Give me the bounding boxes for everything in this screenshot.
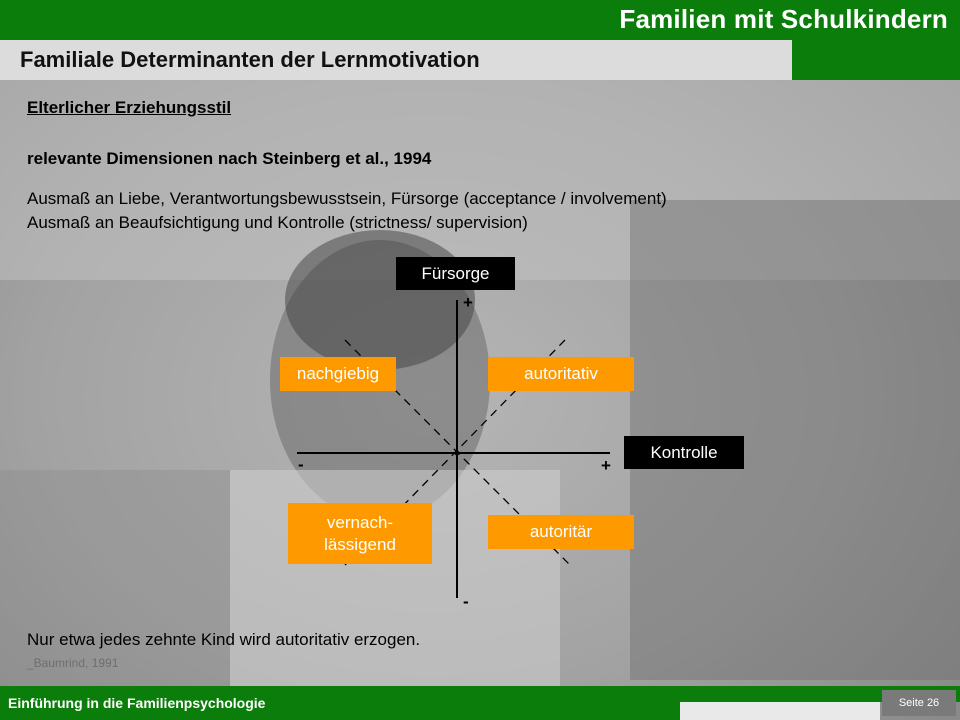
quadrant-vernachlaessigend — [288, 503, 432, 564]
quadrant-vernachlaessigend-line-1: vernach- — [326, 512, 394, 532]
description-line-2: Ausmaß an Beaufsichtigung und Kontrolle (strictness/ supervision) — [27, 213, 528, 232]
origin-dot — [455, 451, 460, 456]
page-title: Familien mit Schulkindern — [619, 4, 948, 34]
axis-label-kontrolle: Kontrolle — [624, 436, 744, 469]
course-title: Einführung in die Familienpsychologie — [8, 695, 266, 711]
quadrant-autoritativ: autoritativ — [488, 357, 634, 391]
sign-top-plus: + — [463, 293, 473, 312]
quadrant-autoritaer: autoritär — [488, 515, 634, 549]
sign-bottom-minus: - — [463, 592, 469, 611]
quadrant-nachgiebig: nachgiebig — [280, 357, 396, 391]
axis-label-fuersorge: Fürsorge — [396, 257, 515, 290]
citation: _Baumrind, 1991 — [27, 656, 119, 670]
dimensions-line: relevante Dimensionen nach Steinberg et al., 1994 — [27, 149, 432, 168]
quadrant-vernachlaessigend-line-2: lässigend — [324, 534, 396, 554]
slide-subtitle: Familiale Determinanten der Lernmotivation — [20, 47, 480, 72]
description-line-1: Ausmaß an Liebe, Verantwortungsbewusstsein, Fürsorge (acceptance / involvement) — [27, 189, 667, 208]
section-heading: Elterlicher Erziehungsstil — [27, 98, 232, 117]
page-number: Seite 26 — [882, 690, 956, 716]
sign-right-plus: + — [601, 456, 611, 475]
footnote: Nur etwa jedes zehnte Kind wird autoritativ erzogen. — [27, 630, 421, 649]
sign-left-minus: - — [298, 455, 304, 474]
footer-light-strip — [680, 702, 880, 720]
